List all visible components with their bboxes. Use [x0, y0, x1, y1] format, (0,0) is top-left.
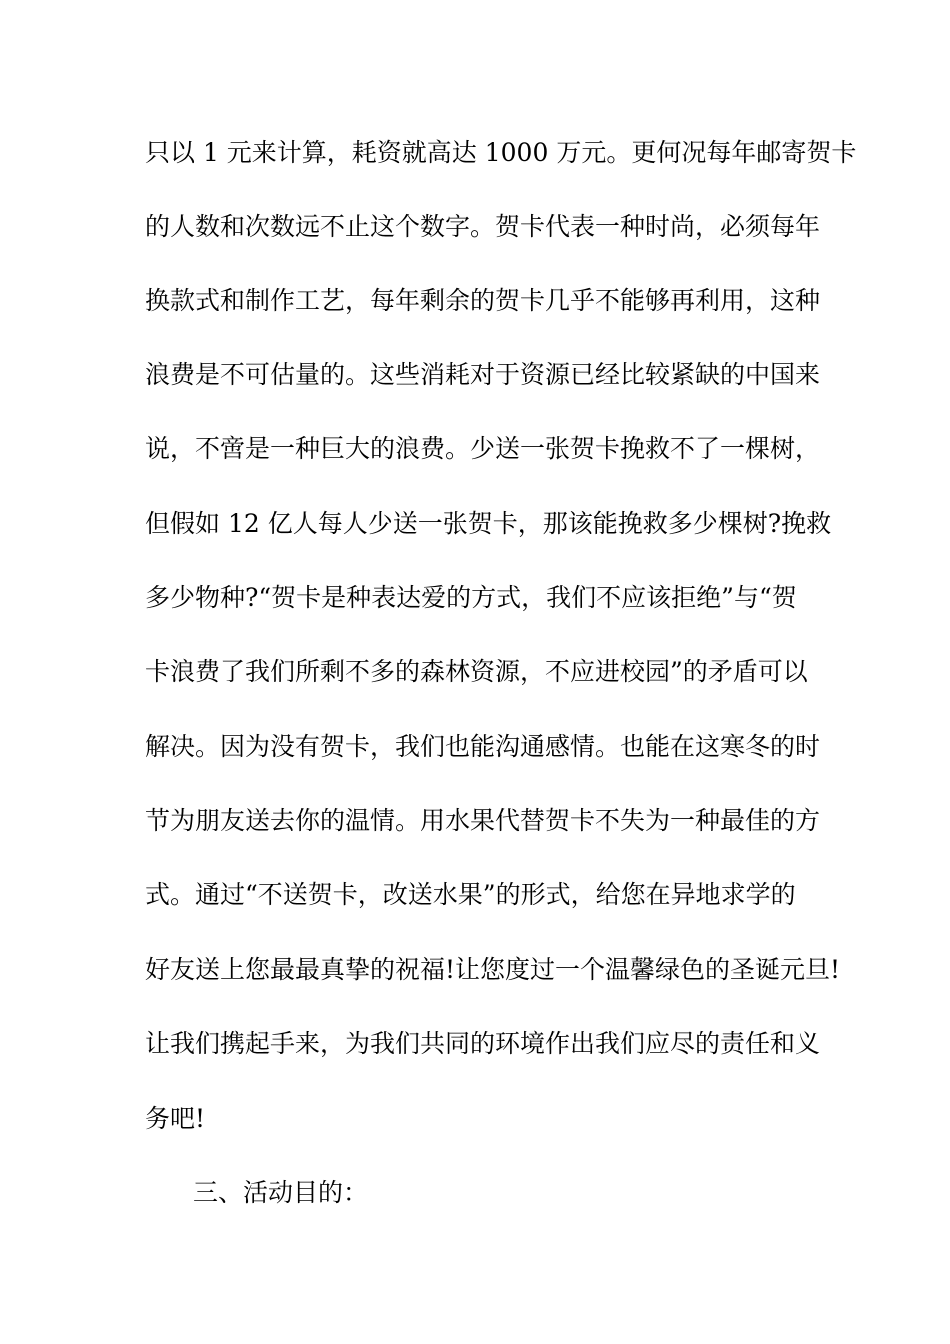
paragraph-line: 好友送上您最最真挚的祝福!让您度过一个温馨绿色的圣诞元旦! [145, 955, 841, 984]
paragraph-line: 多少物种?“贺卡是种表达爱的方式，我们不应该拒绝”与“贺 [145, 583, 797, 612]
paragraph-line: 浪费是不可估量的。这些消耗对于资源已经比较紧缺的中国来 [145, 360, 821, 389]
paragraph-line: 说，不啻是一种巨大的浪费。少送一张贺卡挽救不了一棵树， [145, 434, 821, 463]
paragraph-line: 换款式和制作工艺，每年剩余的贺卡几乎不能够再利用，这种 [145, 286, 821, 315]
paragraph-line: 解决。因为没有贺卡，我们也能沟通感情。也能在这寒冬的时 [145, 732, 821, 761]
section-heading: 三、活动目的： [193, 1178, 369, 1207]
paragraph-line: 务吧! [145, 1104, 206, 1133]
paragraph-line: 的人数和次数远不止这个数字。贺卡代表一种时尚，必须每年 [145, 212, 821, 241]
paragraph-line: 让我们携起手来，为我们共同的环境作出我们应尽的责任和义 [145, 1029, 821, 1058]
paragraph-line: 卡浪费了我们所剩不多的森林资源，不应进校园”的矛盾可以 [145, 657, 808, 686]
paragraph-line: 节为朋友送去你的温情。用水果代替贺卡不失为一种最佳的方 [145, 806, 821, 835]
paragraph-line: 只以 1 元来计算，耗资就高达 1000 万元。更何况每年邮寄贺卡 [145, 138, 857, 167]
paragraph-line: 但假如 12 亿人每人少送一张贺卡，那该能挽救多少棵树?挽救 [145, 509, 832, 538]
paragraph-line: 式。通过“不送贺卡，改送水果”的形式，给您在异地求学的 [145, 880, 796, 909]
